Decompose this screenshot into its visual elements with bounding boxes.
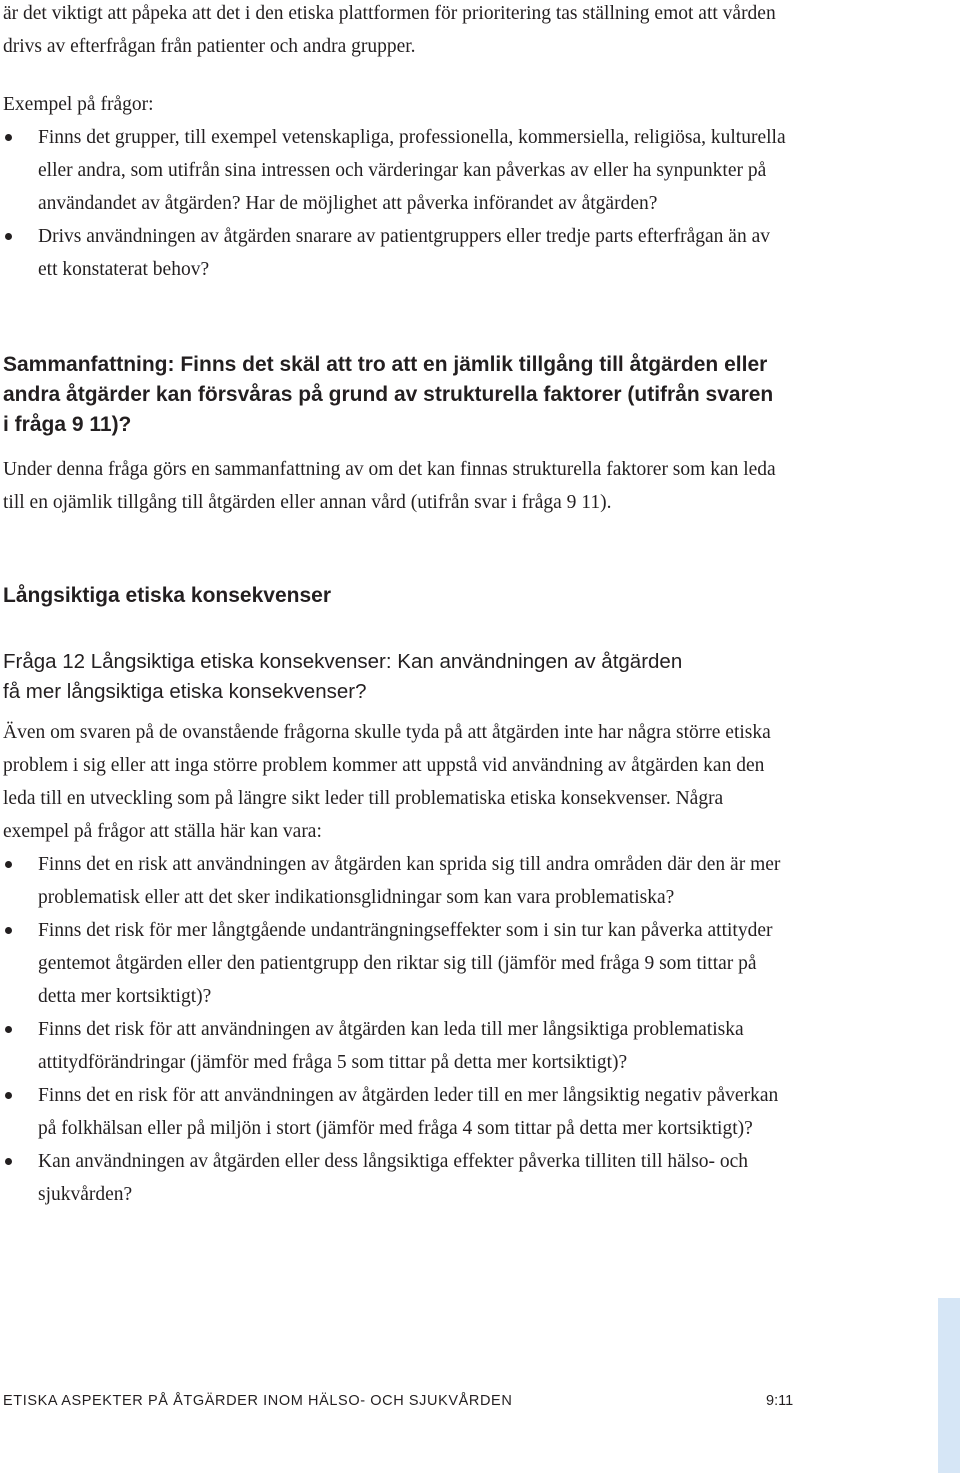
bullet-icon xyxy=(5,233,12,240)
question-body: Även om svaren på de ovanstående frågorna skulle tyda på att åtgärden inte har några större etiska problem i sig eller att inga större problem kommer att uppstå vid användning av åtgärden kan den leda till en utveckling som på längre sikt leder till problematiska etiska konsekvenser. Några exempel på frågor att ställa här kan vara: xyxy=(3,722,771,842)
bullet-icon xyxy=(5,1092,12,1099)
footer-title: ETISKA ASPEKTER PÅ ÅTGÄRDER INOM HÄLSO- OCH SJUKVÅRDEN xyxy=(3,1393,513,1409)
list-item xyxy=(3,1013,793,1079)
examples-section xyxy=(3,88,793,286)
page-number: 9:11 xyxy=(766,1393,794,1409)
bullet-icon xyxy=(5,1158,12,1165)
question-heading: Fråga 12 Långsiktiga etiska konsekvenser: Kan användningen av åtgärden få mer långsiktiga etiska konsekvenser? xyxy=(3,650,683,703)
list-item xyxy=(3,121,793,220)
list-item xyxy=(3,220,793,286)
examples-list xyxy=(3,121,793,286)
list-item xyxy=(3,914,793,1013)
question-list xyxy=(3,848,793,1211)
list-item-text: Finns det en risk att användningen av åtgärden kan sprida sig till andra områden där den är mer problematisk eller att det sker indikationsglidningar som kan vara problematiska? xyxy=(38,854,781,908)
summary-heading: Sammanfattning: Finns det skäl att tro att en jämlik tillgång till åtgärden eller andra åtgärder kan försvåras på grund av strukturella faktorer (utifrån svaren i fråga 9 11)? xyxy=(3,353,774,436)
list-item xyxy=(3,1145,793,1211)
intro-paragraph: är det viktigt att påpeka att det i den etiska plattformen för prioritering tas ställning emot att vården drivs av efterfrågan från patienter och andra grupper. xyxy=(3,3,776,57)
bullet-icon xyxy=(5,134,12,141)
list-item xyxy=(3,848,793,914)
list-item-text: Finns det risk för mer långtgående undanträngningseffekter som i sin tur kan påverka attityder gentemot åtgärden eller den patientgrupp den riktar sig till (jämför med fråga 9 som tittar på detta mer kortsiktigt)? xyxy=(38,920,773,1007)
section-heading: Långsiktiga etiska konsekvenser xyxy=(3,584,331,607)
bullet-icon xyxy=(5,1026,12,1033)
summary-body: Under denna fråga görs en sammanfattning av om det kan finnas strukturella faktorer som kan leda till en ojämlik tillgång till åtgärden eller annan vård (utifrån svar i fråga 9 11). xyxy=(3,459,776,513)
list-item-text: Finns det risk för att användningen av åtgärden kan leda till mer långsiktiga problematiska attitydförändringar (jämför med fråga 5 som tittar på detta mer kortsiktigt)? xyxy=(38,1019,744,1073)
side-tab-marker xyxy=(938,1298,960,1473)
list-item-text: Kan användningen av åtgärden eller dess långsiktiga effekter påverka tilliten till hälso- och sjukvården? xyxy=(38,1151,749,1205)
list-item xyxy=(3,1079,793,1145)
list-item-text: Finns det grupper, till exempel vetenskapliga, professionella, kommersiella, religiösa, kulturella eller andra, som utifrån sina intressen och värderingar kan påverkas av eller ha synpunkter på användandet av åtgärden? Har de möjlighet att påverka införandet av åtgärden? xyxy=(38,127,786,214)
bullet-icon xyxy=(5,861,12,868)
bullet-icon xyxy=(5,927,12,934)
question-section xyxy=(3,716,793,1211)
list-item-text: Finns det en risk för att användningen av åtgärden leder till en mer långsiktig negativ påverkan på folkhälsan eller på miljön i stort (jämför med fråga 4 som tittar på detta mer kortsiktigt)? xyxy=(38,1085,779,1139)
list-item-text: Drivs användningen av åtgärden snarare av patientgruppers eller tredje parts efterfrågan än av ett konstaterat behov? xyxy=(38,226,770,280)
examples-lead: Exempel på frågor: xyxy=(3,94,154,115)
